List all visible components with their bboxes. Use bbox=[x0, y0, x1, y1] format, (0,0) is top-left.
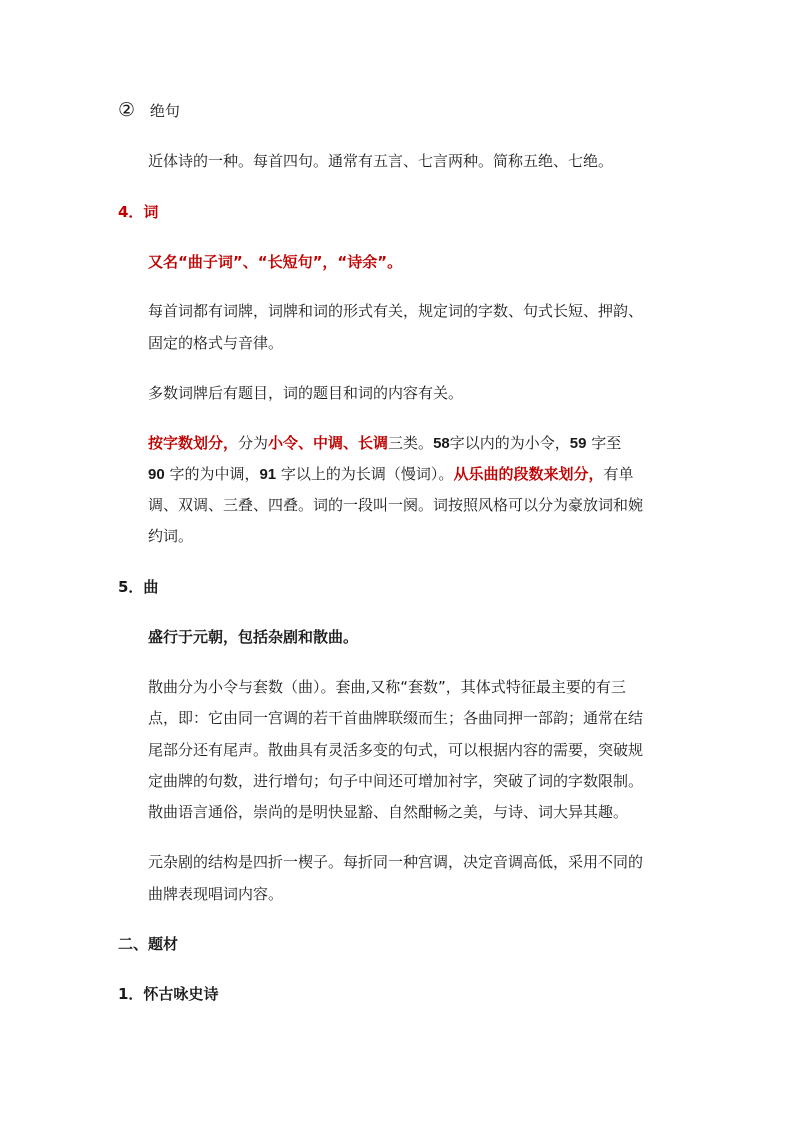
qu-paragraph-1-line-3: 尾部分还有尾声。散曲具有灵活多变的句式，可以根据内容的需要，突破规 bbox=[148, 741, 644, 759]
qu-paragraph-2-line-1: 元杂剧的结构是四折一楔子。每折同一种宫调，决定音调高低，采用不同的 bbox=[148, 853, 644, 871]
qu-paragraph-1-line-5: 散曲语言通俗，崇尚的是明快显豁、自然酣畅之美，与诗、词大异其趣。 bbox=[148, 803, 629, 821]
qu-paragraph-1-line-1: 散曲分为小令与套数（曲）。套曲,又称“套数”，其体式特征最主要的有三 bbox=[148, 678, 626, 696]
heading-qu: 5．曲 bbox=[118, 578, 159, 596]
text-fragment: 有单 bbox=[603, 465, 634, 483]
heading-section-2: 二、题材 bbox=[118, 935, 179, 953]
text-fragment: 分为 bbox=[238, 434, 269, 452]
text-fragment: 字以内的为小令， bbox=[449, 434, 570, 452]
ci-paragraph-3-line-4: 约词。 bbox=[148, 527, 194, 545]
subsection-title: 绝句 bbox=[149, 102, 180, 120]
qu-paragraph-1-line-2: 点，即：它由同一宫调的若干首曲牌联缀而生；各曲同押一部韵；通常在结 bbox=[148, 709, 644, 727]
jueju-description: 近体诗的一种。每首四句。通常有五言、七言两种。简称五绝、七绝。 bbox=[148, 152, 614, 170]
qu-summary: 盛行于元朝，包括杂剧和散曲。 bbox=[148, 628, 359, 646]
subsection-jueju bbox=[118, 100, 180, 121]
number: 58 bbox=[433, 435, 450, 452]
ci-paragraph-1-line-2: 固定的格式与音律。 bbox=[148, 334, 284, 352]
ci-paragraph-3-line-2 bbox=[148, 464, 633, 485]
ci-alias: 又名“曲子词”、“长短句”，“诗余”。 bbox=[148, 253, 403, 271]
number: 59 bbox=[569, 435, 587, 452]
ci-paragraph-3-line-1 bbox=[148, 433, 621, 454]
ci-paragraph-1-line-1: 每首词都有词牌，词牌和词的形式有关，规定词的字数、句式长短、押韵、 bbox=[148, 302, 644, 320]
number: 91 bbox=[259, 466, 277, 483]
ci-paragraph-3-line-3: 调、双调、三叠、四叠。词的一段叫一阕。词按照风格可以分为豪放词和婉 bbox=[148, 496, 644, 514]
circled-number-marker: ② bbox=[118, 99, 136, 121]
qu-paragraph-2-line-2: 曲牌表现唱词内容。 bbox=[148, 885, 284, 903]
text-fragment: 三类。 bbox=[388, 434, 434, 452]
emphasis-categories: 小令、中调、长调 bbox=[268, 434, 389, 452]
text-fragment: 字至 bbox=[586, 434, 622, 452]
emphasis-by-word-count: 按字数划分， bbox=[148, 434, 239, 452]
ci-paragraph-2: 多数词牌后有题目，词的题目和词的内容有关。 bbox=[148, 384, 464, 402]
number: 90 bbox=[148, 466, 165, 483]
emphasis-by-sections: 从乐曲的段数来划分， bbox=[453, 465, 604, 483]
qu-paragraph-1-line-4: 定曲牌的句数，进行增句；句子中间还可增加衬字，突破了词的字数限制。 bbox=[148, 772, 644, 790]
heading-ci: 4．词 bbox=[118, 203, 159, 221]
text-fragment: 字的为中调， bbox=[164, 465, 260, 483]
heading-topic-1: 1．怀古咏史诗 bbox=[118, 985, 219, 1003]
text-fragment: 字以上的为长调（慢词）。 bbox=[276, 465, 454, 483]
